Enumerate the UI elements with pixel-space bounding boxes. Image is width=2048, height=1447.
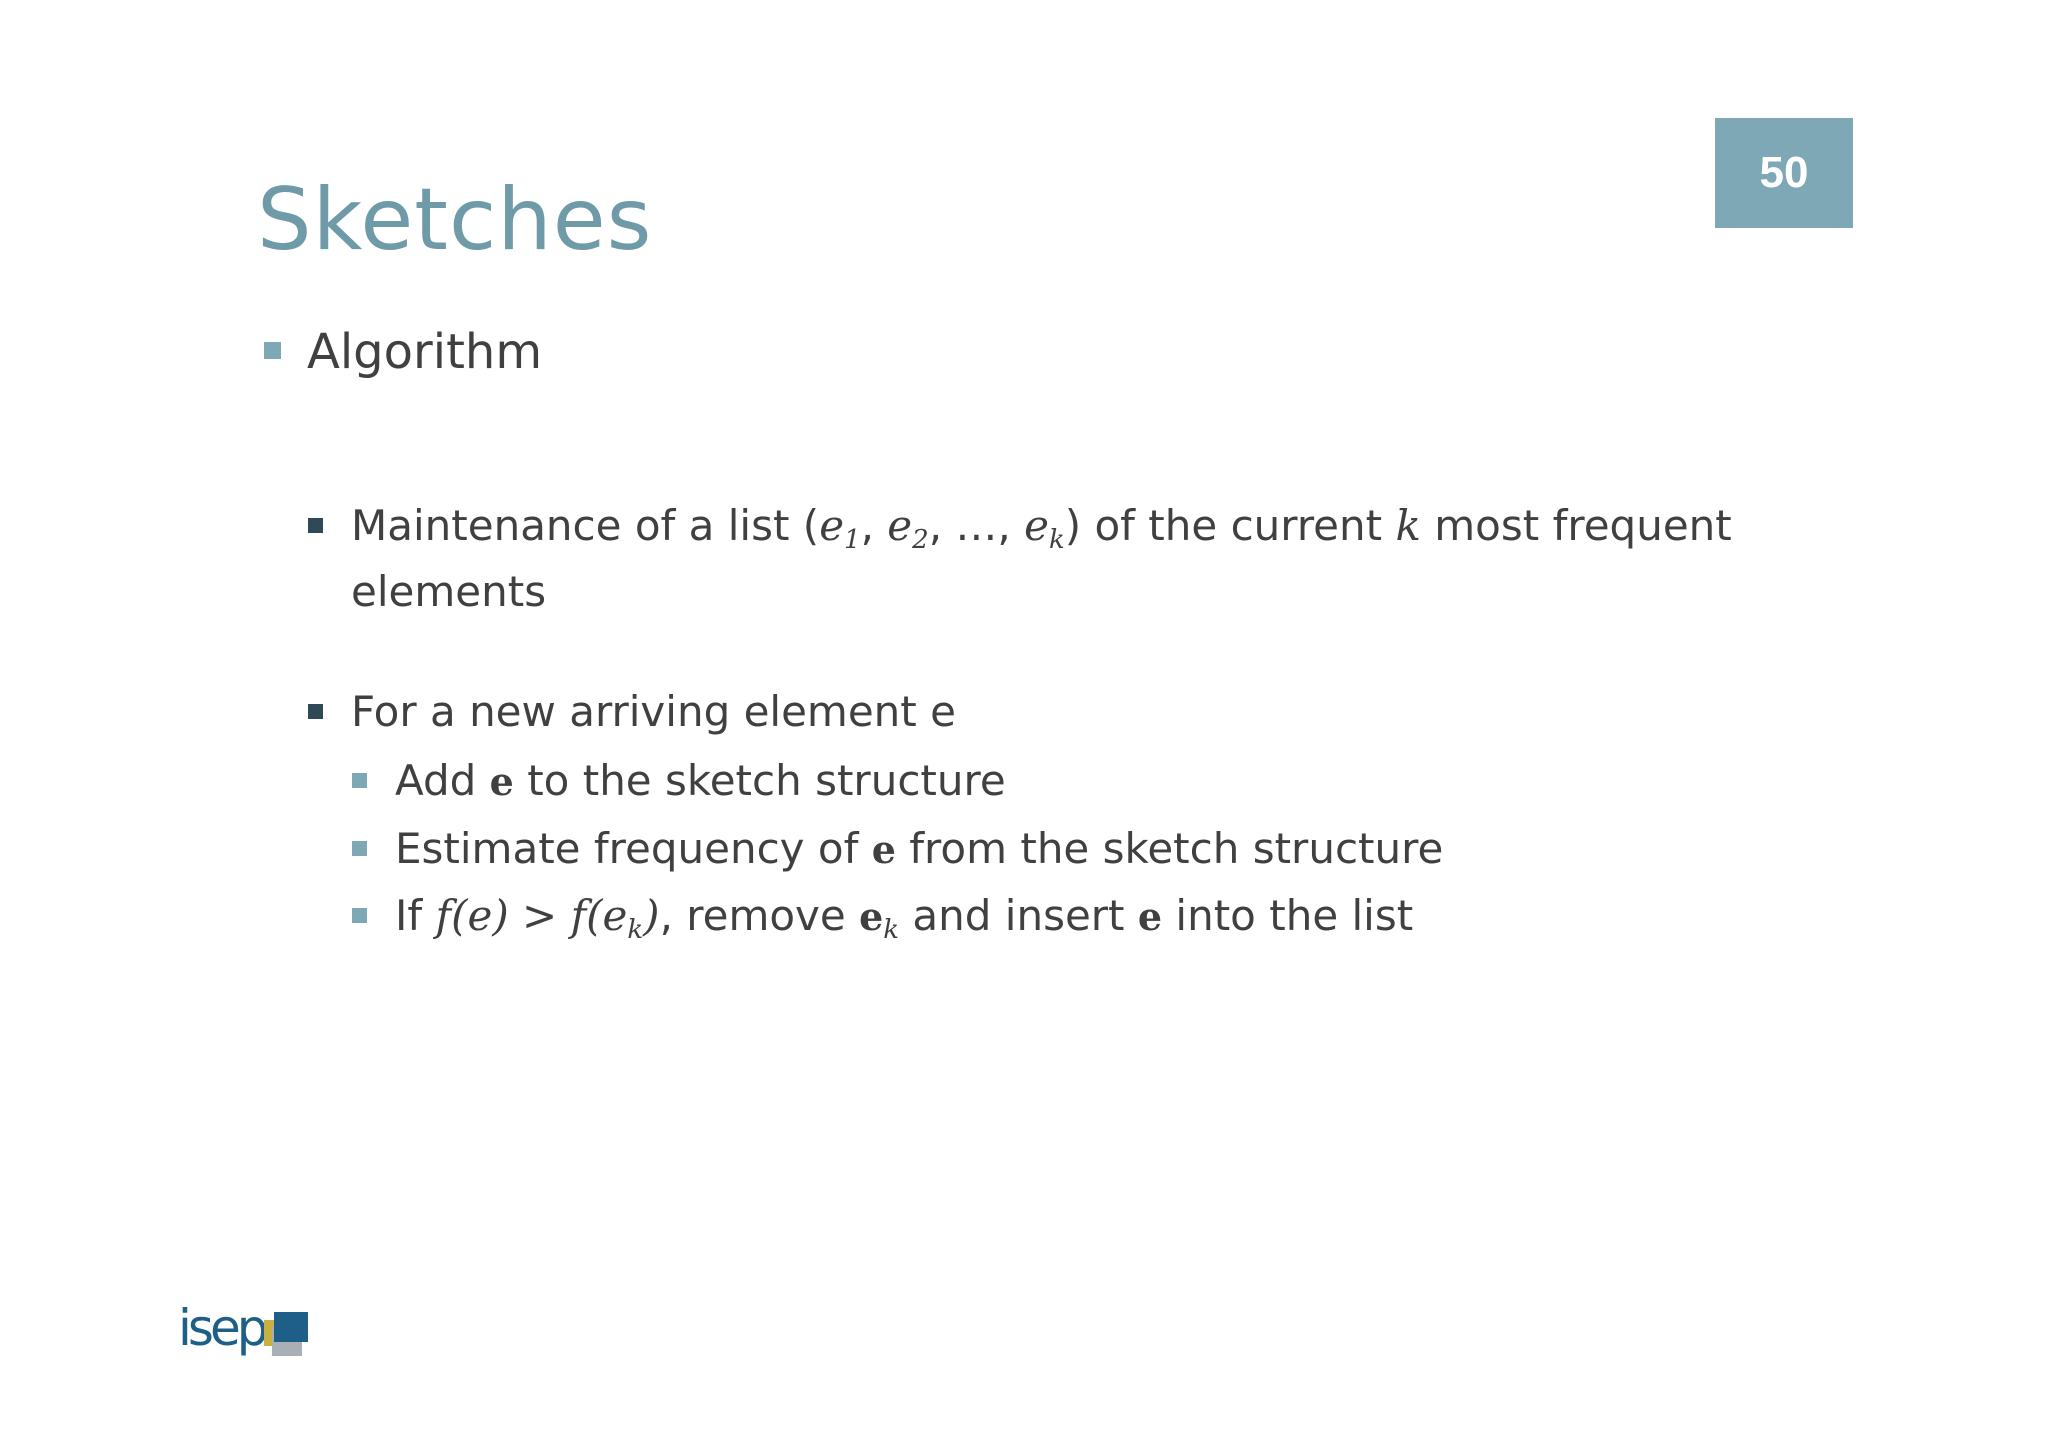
bullet-square-icon xyxy=(352,841,367,856)
math-subscript: k xyxy=(627,915,644,945)
isep-logo xyxy=(178,1300,313,1362)
bullet-maintenance xyxy=(308,500,1758,617)
text-span: , xyxy=(860,501,888,550)
text-span: Maintenance of a list ( xyxy=(351,501,820,550)
text-span: into the list xyxy=(1162,891,1414,940)
bullet-if xyxy=(352,890,1413,956)
text-span: Add xyxy=(395,756,490,805)
math-subscript: 1 xyxy=(844,525,861,555)
text-span: , …, xyxy=(928,501,1025,550)
math-expr: f(e xyxy=(570,891,628,940)
bullet-arriving xyxy=(308,686,956,737)
text-span: elements xyxy=(351,567,547,616)
math-expr: f(e) xyxy=(435,891,509,940)
text-span: ) of the current xyxy=(1064,501,1396,550)
math-subscript: k xyxy=(883,915,900,945)
logo-text: isep xyxy=(178,1299,265,1357)
text-span: , remove xyxy=(659,891,860,940)
bullet-text xyxy=(395,823,1443,875)
bullet-square-icon xyxy=(352,908,367,923)
bullet-text: For a new arriving element e xyxy=(351,687,956,736)
math-var: e xyxy=(871,827,896,872)
text-span: most frequent xyxy=(1420,501,1732,550)
text-span: Estimate frequency of xyxy=(395,824,872,873)
math-var: e xyxy=(1137,894,1163,939)
math-var: e xyxy=(1024,501,1049,550)
math-var: e xyxy=(887,501,913,550)
bullet-square-icon xyxy=(308,518,323,533)
bullet-square-icon xyxy=(308,704,323,719)
bullet-square-icon xyxy=(264,342,281,359)
logo-squares-icon xyxy=(178,1300,313,1362)
text-span: > xyxy=(508,891,571,940)
math-var: k xyxy=(1395,501,1421,550)
text-span: to the sketch structure xyxy=(513,756,1006,805)
bullet-text xyxy=(395,890,1413,956)
text-span: from the sketch structure xyxy=(895,824,1444,873)
page-number-badge xyxy=(1715,118,1853,228)
math-var: e xyxy=(489,759,514,804)
bullet-square-icon xyxy=(352,773,367,788)
math-expr: ) xyxy=(643,891,660,940)
slide-title: Sketches xyxy=(257,170,653,270)
bullet-text xyxy=(351,500,1732,617)
bullet-text: Algorithm xyxy=(307,324,543,380)
bullet-algorithm xyxy=(264,322,542,382)
page-number: 50 xyxy=(1759,148,1809,197)
text-span: If xyxy=(395,891,436,940)
math-var: e xyxy=(819,501,845,550)
math-subscript: k xyxy=(1048,525,1065,555)
math-subscript: 2 xyxy=(912,525,929,555)
bullet-text xyxy=(395,755,1006,807)
bullet-add xyxy=(352,755,1006,807)
text-span: and insert xyxy=(899,891,1138,940)
bullet-estimate xyxy=(352,823,1443,875)
math-var: e xyxy=(859,894,884,939)
